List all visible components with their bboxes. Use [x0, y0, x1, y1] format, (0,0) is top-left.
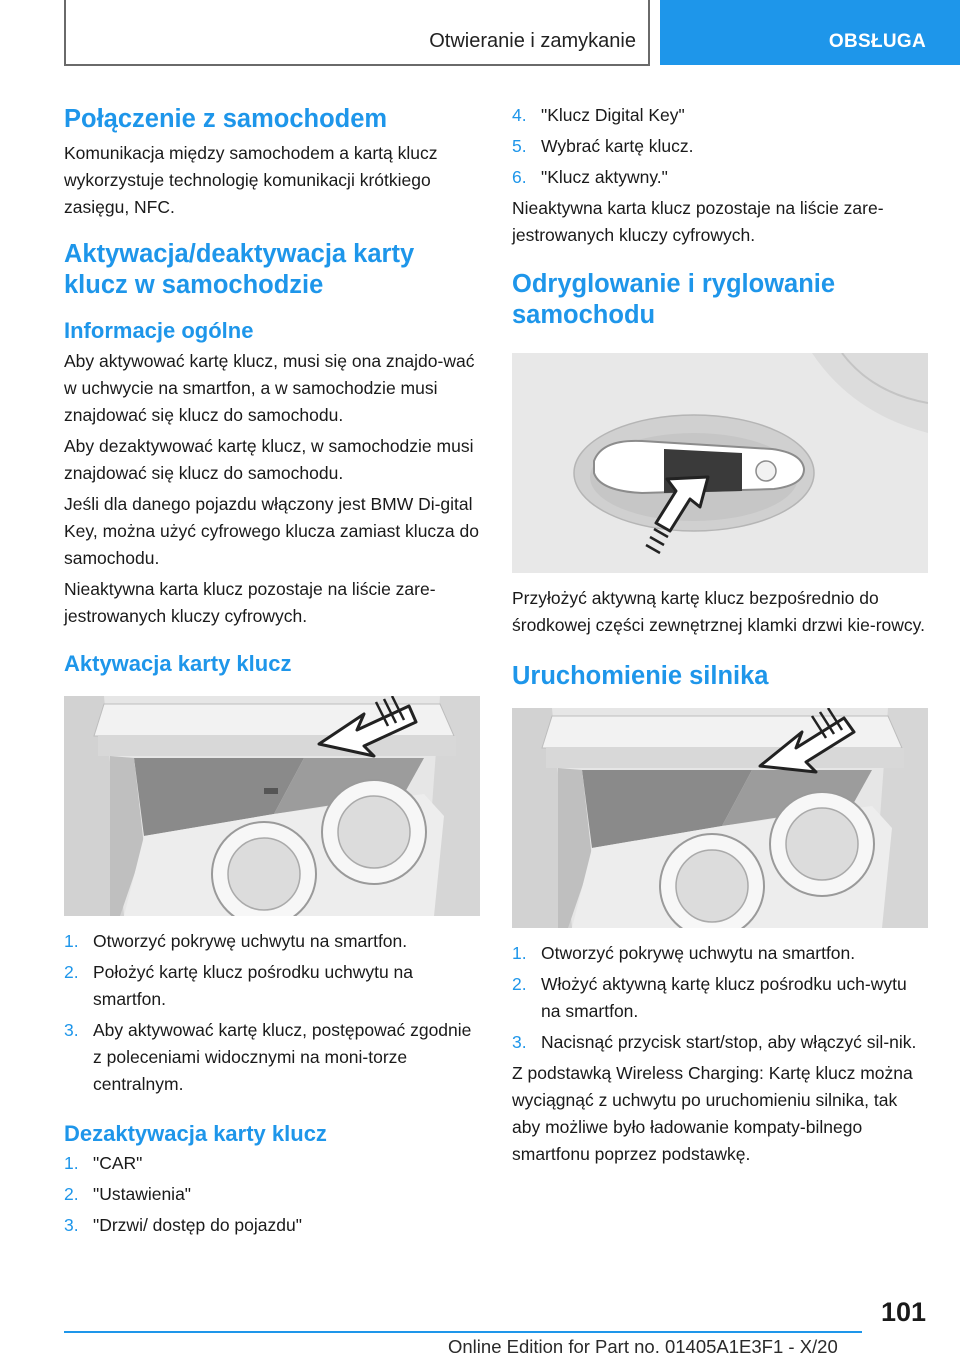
- header-divider: [648, 0, 650, 65]
- list-item: [512, 971, 928, 1025]
- activate-steps-list: [64, 928, 480, 1098]
- step-text: Otworzyć pokrywę uchwytu na smartfon.: [93, 931, 408, 951]
- heading-unlock-line1: Odryglowanie i ryglowanie: [512, 270, 836, 298]
- left-column: [64, 100, 480, 1239]
- step-number: 3.: [512, 1032, 527, 1052]
- list-item: [512, 940, 928, 967]
- step-text: Włożyć aktywną kartę klucz pośrodku uch-wytu na smartfon.: [541, 974, 907, 1021]
- heading-engine-start: Uruchomienie silnika: [512, 662, 769, 690]
- engine-steps-list: [512, 940, 928, 1056]
- step-text: "Klucz aktywny.": [541, 167, 668, 187]
- heading-activation: [64, 239, 480, 301]
- heading-activation-line1: Aktywacja/deaktywacja karty: [64, 240, 415, 268]
- list-item: [512, 133, 928, 160]
- paragraph-general-1: Aby aktywować kartę klucz, musi się ona znajdo-wać w uchwycie na smartfon, a w samochodzie musi znajdować się klucz do samochodu.: [64, 351, 475, 425]
- step-text: "Ustawienia": [93, 1184, 192, 1204]
- paragraph-general-2: Aby dezaktywować kartę klucz, w samochodzie musi znajdować się klucz do samochodu.: [64, 436, 474, 483]
- step-text: Aby aktywować kartę klucz, postępować zgodnie z poleceniami widocznymi na moni-torze centralnym.: [93, 1020, 472, 1094]
- step-text: Położyć kartę klucz pośrodku uchwytu na smartfon.: [93, 962, 414, 1009]
- heading-activate-card: Aktywacja karty klucz: [64, 651, 292, 676]
- step-number: 1.: [64, 931, 79, 951]
- step-number: 2.: [64, 1184, 79, 1204]
- paragraph-wireless-charging: Z podstawką Wireless Charging: Kartę klucz można wyciągnąć z uchwytu po uruchomieniu silnika, tak aby możliwe było ładowanie kompaty-bilnego smartfonu poprzez podstawkę.: [512, 1063, 913, 1164]
- header-underline: [64, 64, 650, 66]
- list-item: [512, 102, 928, 129]
- phone-tray-illustration: [64, 696, 480, 916]
- step-text: "Drzwi/ dostęp do pojazdu": [93, 1215, 302, 1235]
- paragraph-general-3: Jeśli dla danego pojazdu włączony jest BMW Di-gital Key, można użyć cyfrowego klucza zamiast klucza do samochodu.: [64, 494, 479, 568]
- list-item: [64, 959, 480, 1013]
- heading-general-info: Informacje ogólne: [64, 318, 254, 343]
- list-item: [512, 1029, 928, 1056]
- list-item: [64, 1181, 480, 1208]
- step-number: 5.: [512, 136, 527, 156]
- list-item: [64, 1212, 480, 1239]
- heading-deactivate-card: Dezaktywacja karty klucz: [64, 1121, 327, 1146]
- step-number: 2.: [64, 962, 79, 982]
- step-number: 1.: [512, 943, 527, 963]
- step-number: 3.: [64, 1020, 79, 1040]
- chapter-title: Otwieranie i zamykanie: [429, 30, 636, 52]
- step-text: "Klucz Digital Key": [541, 105, 685, 125]
- list-item: [64, 1150, 480, 1177]
- step-number: 2.: [512, 974, 527, 994]
- paragraph-inactive-card: Nieaktywna karta klucz pozostaje na liście zare-jestrowanych kluczy cyfrowych.: [512, 198, 884, 245]
- paragraph-general-4: Nieaktywna karta klucz pozostaje na liście zare-jestrowanych kluczy cyfrowych.: [64, 579, 436, 626]
- step-number: 3.: [64, 1215, 79, 1235]
- step-text: Wybrać kartę klucz.: [541, 136, 694, 156]
- list-item: [64, 928, 480, 955]
- door-handle-illustration: [512, 353, 928, 573]
- right-column: [512, 100, 928, 1168]
- heading-activation-line2: klucz w samochodzie: [64, 271, 324, 299]
- step-number: 1.: [64, 1153, 79, 1173]
- step-text: "CAR": [93, 1153, 143, 1173]
- section-tab-label: OBSŁUGA: [828, 31, 926, 52]
- header-divider: [64, 0, 66, 65]
- footer-rule: [64, 1331, 862, 1333]
- heading-connection: Połączenie z samochodem: [64, 105, 388, 133]
- section-tab[interactable]: [660, 0, 960, 65]
- page-number: 101: [880, 1297, 926, 1327]
- heading-unlock-line2: samochodu: [512, 301, 656, 329]
- deactivate-steps-list: [64, 1150, 480, 1239]
- heading-unlock: [512, 269, 928, 331]
- list-item: [512, 164, 928, 191]
- step-text: Otworzyć pokrywę uchwytu na smartfon.: [541, 943, 856, 963]
- step-text: Nacisnąć przycisk start/stop, aby włączyć sil-nik.: [541, 1032, 917, 1052]
- list-item: [64, 1017, 480, 1098]
- step-number: 6.: [512, 167, 527, 187]
- paragraph-connection: Komunikacja między samochodem a kartą klucz wykorzystuje technologię komunikacji krótkiego zasięgu, NFC.: [64, 143, 438, 217]
- paragraph-unlock: Przyłożyć aktywną kartę klucz bezpośrednio do środkowej części zewnętrznej klamki drzwi kie-rowcy.: [512, 588, 925, 635]
- edition-footer: Online Edition for Part no. 01405A1E3F1 - X/20: [448, 1336, 838, 1357]
- deactivate-steps-continued: [512, 102, 928, 191]
- step-number: 4.: [512, 105, 527, 125]
- phone-tray-illustration: [512, 708, 928, 928]
